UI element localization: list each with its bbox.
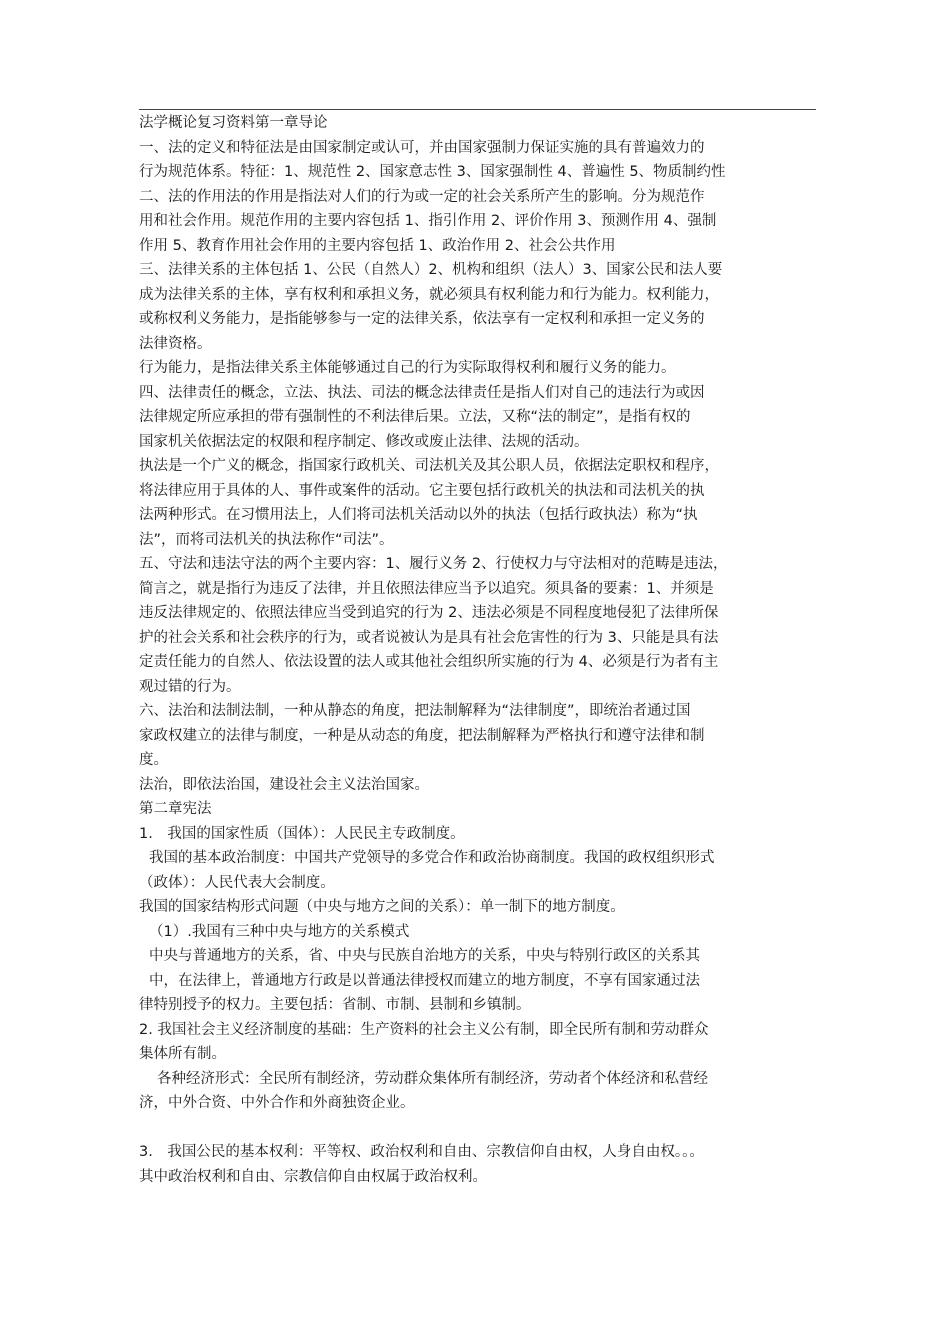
text-line: 济，中外合资、中外合作和外商独资企业。 <box>139 1095 415 1111</box>
text-line: 法学概论复习资料第一章导论 <box>139 115 328 131</box>
text-line: 一、法的定义和特征法是由国家制定或认可，并由国家强制力保证实施的具有普遍效力的 <box>139 139 705 156</box>
text-line: 法律资格。 <box>139 335 212 352</box>
text-line: 法律规定所应承担的带有强制性的不利法律后果。立法，又称“法的制定”，是指有权的 <box>139 409 691 425</box>
text-line: 四、法律责任的概念，立法、执法、司法的概念法律责任是指人们对自己的违法行为或因 <box>139 384 705 401</box>
text-line: （1）.我国有三种中央与地方的关系模式 <box>149 923 410 940</box>
text-line: 其中政治权利和自由、宗教信仰自由权属于政治权利。 <box>139 1168 487 1185</box>
text-line: 将法律应用于具体的人、事件或案件的活动。它主要包括行政机关的执法和司法机关的执 <box>139 482 705 499</box>
text-line: 集体所有制。 <box>139 1046 226 1062</box>
text-line: 违反法律规定的、依照法律应当受到追究的行为 2、违法必须是不同程度地侵犯了法律所保 <box>139 605 719 621</box>
text-line: （政体）：人民代表大会制度。 <box>139 874 335 891</box>
text-line: 五、守法和违法守法的两个主要内容：1、履行义务 2、行使权力与守法相对的范畴是违法， <box>139 556 728 572</box>
document-body <box>139 111 816 1189</box>
text-line: 3. 我国公民的基本权利：平等权、政治权利和自由、宗教信仰自由权，人身自由权。。。 <box>139 1144 704 1160</box>
blank-line <box>139 1116 816 1141</box>
text-line: 行为规范体系。特征：1、规范性 2、国家意志性 3、国家强制性 4、普遍性 5、物质制约性 <box>139 164 726 180</box>
text-line: 作用 5、教育作用社会作用的主要内容包括 1、政治作用 2、社会公共作用 <box>139 237 616 254</box>
text-line: 1. 我国的国家性质（国体）：人民民主专政制度。 <box>139 825 465 842</box>
text-line: 2. 我国社会主义经济制度的基础：生产资料的社会主义公有制，即全民所有制和劳动群众 <box>139 1021 709 1038</box>
text-line: 用和社会作用。规范作用的主要内容包括 1、指引作用 2、评价作用 3、预测作用 4、强制 <box>139 213 717 229</box>
text-line: 度。 <box>139 752 168 768</box>
text-line: 二、法的作用法的作用是指法对人们的行为或一定的社会关系所产生的影响。分为规范作 <box>139 188 705 205</box>
text-line: 定责任能力的自然人、依法设置的法人或其他社会组织所实施的行为 4、必须是行为者有主 <box>139 654 719 670</box>
header-rule <box>139 109 816 110</box>
text-line: 法治，即依法治国，建设社会主义法治国家。 <box>139 776 429 793</box>
text-line: 家政权建立的法律与制度，一种是从动态的角度，把法制解释为严格执行和遵守法律和制 <box>139 727 705 744</box>
text-line: 律特别授予的权力。主要包括：省制、市制、县制和乡镇制。 <box>139 997 531 1013</box>
text-line: 我国的基本政治制度：中国共产党领导的多党合作和政治协商制度。我国的政权组织形式 <box>149 850 715 866</box>
text-line: 第二章宪法 <box>139 801 212 817</box>
text-line: 法”，而将司法机关的执法称作“司法”。 <box>139 531 394 548</box>
text-line: 执法是一个广义的概念，指国家行政机关、司法机关及其公职人员，依据法定职权和程序， <box>139 458 719 474</box>
text-line: 国家机关依据法定的权限和程序制定、修改或废止法律、法规的活动。 <box>139 433 589 450</box>
text-line: 六、法治和法制法制，一种从静态的角度，把法制解释为“法律制度”，即统治者通过国 <box>139 703 691 719</box>
text-line: 法两种形式。在习惯用法上，人们将司法机关活动以外的执法（包括行政执法）称为“执 <box>139 507 698 523</box>
text-line: 三、法律关系的主体包括 1、公民（自然人）2、机构和组织（法人）3、国家公民和法人要 <box>139 262 723 278</box>
text-line: 或称权利义务能力，是指能够参与一定的法律关系，依法享有一定权利和承担一定义务的 <box>139 311 705 327</box>
text-line: 观过错的行为。 <box>139 678 241 695</box>
text-line: 中央与普通地方的关系，省、中央与民族自治地方的关系，中央与特别行政区的关系其 <box>149 948 700 964</box>
text-line: 成为法律关系的主体，享有权利和承担义务，就必须具有权利能力和行为能力。权利能力， <box>139 286 719 303</box>
text-line: 我国的国家结构形式问题（中央与地方之间的关系）：单一制下的地方制度。 <box>139 899 625 915</box>
text-line: 各种经济形式：全民所有制经济，劳动群众集体所有制经济，劳动者个体经济和私营经 <box>157 1070 708 1087</box>
text-line: 护的社会关系和社会秩序的行为，或者说被认为是具有社会危害性的行为 3、只能是具有法 <box>139 629 719 646</box>
text-line: 行为能力，是指法律关系主体能够通过自己的行为实际取得权利和履行义务的能力。 <box>139 360 676 376</box>
text-line: 中，在法律上，普通地方行政是以普通法律授权而建立的地方制度，不享有国家通过法 <box>149 972 700 989</box>
text-line: 简言之，就是指行为违反了法律，并且依照法律应当予以追究。须具备的要素：1、并须是 <box>139 580 714 597</box>
